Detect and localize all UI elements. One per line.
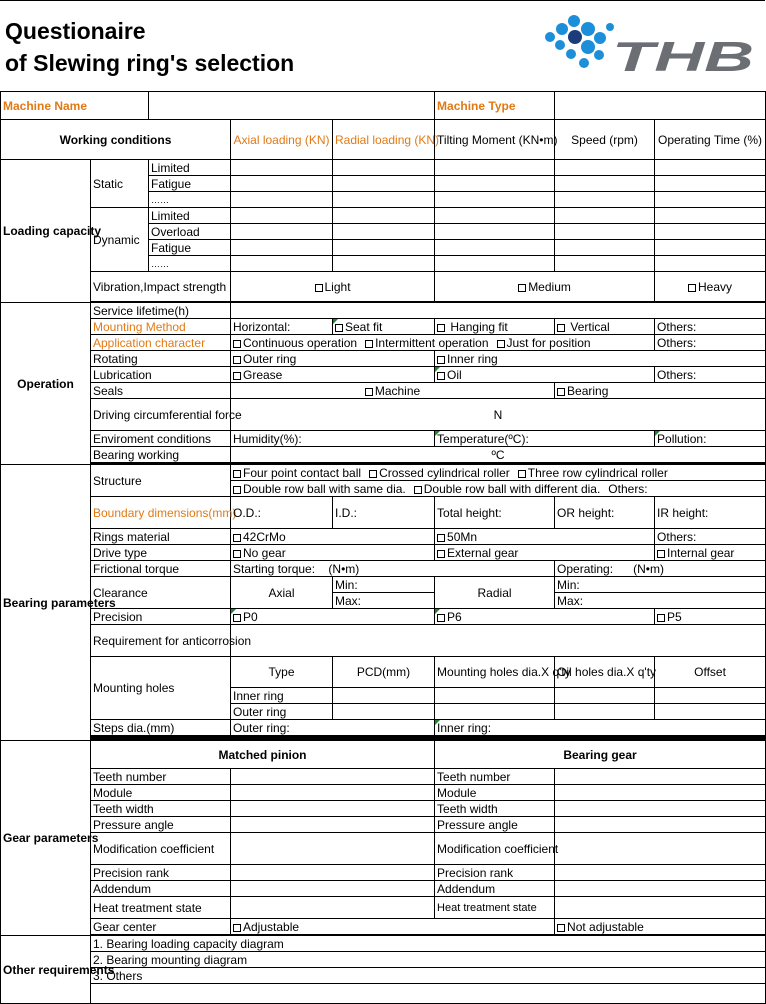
option-label: Intermittent operation	[375, 335, 489, 350]
option-label: Light	[324, 279, 351, 294]
logo-dot	[555, 40, 565, 50]
cell[interactable]	[655, 704, 766, 720]
option-label: Vertical	[570, 319, 610, 334]
checkbox[interactable]	[414, 486, 422, 494]
checkbox[interactable]	[657, 550, 665, 558]
cell[interactable]	[333, 160, 435, 176]
col-axial-loading: Axial loading (KN)	[231, 120, 333, 160]
cell[interactable]	[231, 785, 435, 801]
cell[interactable]	[655, 208, 766, 224]
option-p5[interactable]	[655, 609, 766, 625]
checkbox[interactable]	[657, 614, 665, 622]
cell[interactable]	[231, 160, 333, 176]
pollution-field[interactable]: Pollution:	[655, 431, 766, 447]
cell[interactable]	[231, 224, 333, 240]
option-label: Three row cylindrical roller	[527, 465, 668, 480]
cell[interactable]	[435, 160, 555, 176]
option-machine[interactable]	[231, 383, 555, 399]
option-label: Double row ball with same dia.	[243, 481, 406, 496]
gear-pressure-angle: Pressure angle	[435, 817, 555, 833]
checkbox[interactable]	[437, 534, 445, 542]
cell[interactable]	[435, 688, 555, 704]
option-label: Oil	[447, 367, 462, 382]
pinion-heat-treatment: Heat treatment state	[91, 897, 231, 919]
option-bearing[interactable]	[555, 383, 766, 399]
cell[interactable]	[231, 240, 333, 256]
option-label: Four point contact ball	[243, 465, 362, 480]
other-item-1[interactable]: 1. Bearing loading capacity diagram	[91, 936, 766, 952]
logo-dot	[594, 32, 606, 44]
checkbox[interactable]	[233, 534, 241, 542]
dynamic-fatigue: Fatigue	[149, 240, 231, 256]
logo-dot	[566, 49, 576, 59]
option-p0[interactable]	[231, 609, 435, 625]
cell[interactable]	[435, 192, 555, 208]
col-tilting-moment: Tilting Moment (KN•m)	[435, 120, 555, 160]
rings-material-label: Rings material	[91, 529, 231, 545]
option-label: Machine	[374, 383, 421, 398]
checkbox[interactable]	[233, 550, 241, 558]
cell[interactable]	[333, 688, 435, 704]
cell[interactable]	[333, 240, 435, 256]
od-field[interactable]: O.D.:	[231, 497, 333, 529]
seals-label: Seals	[91, 383, 231, 399]
option-label: 42CrMo	[243, 529, 286, 544]
col-oil-holes: Oil holes dia.X q'ty	[555, 657, 655, 688]
structure-options-1	[231, 465, 766, 481]
cell[interactable]	[555, 208, 655, 224]
steps-inner-field[interactable]: Inner ring:	[435, 720, 766, 736]
checkbox[interactable]	[518, 470, 526, 478]
anticorrosion-label: Requirement for anticorrosion	[91, 625, 231, 657]
total-height-field[interactable]: Total height:	[435, 497, 555, 529]
outer-ring-row: Outer ring	[231, 704, 333, 720]
lubrication-label: Lubrication	[91, 367, 231, 383]
working-conditions-label: Working conditions	[1, 120, 231, 160]
static-limited: Limited	[149, 160, 231, 176]
id-field[interactable]: I.D.:	[333, 497, 435, 529]
logo-dot	[568, 30, 582, 44]
cell[interactable]	[333, 256, 435, 272]
dynamic-label: Dynamic	[91, 208, 149, 272]
cell[interactable]	[555, 240, 655, 256]
title-line-1: Questionaire	[5, 18, 146, 44]
checkbox[interactable]	[497, 340, 505, 348]
option-intermittent[interactable]	[365, 336, 488, 350]
machine-name-field[interactable]	[149, 92, 435, 120]
gear-modification: Modification coefficient	[435, 833, 555, 865]
horizontal-label: Horizontal:	[231, 319, 333, 335]
thb-logo	[538, 9, 758, 79]
cell[interactable]	[231, 801, 435, 817]
cell[interactable]	[555, 769, 766, 785]
pinion-modification: Modification coefficient	[91, 833, 231, 865]
boundary-label: Boundary dimensions(mm)	[91, 497, 231, 529]
machine-name-label: Machine Name	[1, 92, 149, 120]
cell[interactable]	[435, 224, 555, 240]
starting-torque-field[interactable]	[231, 561, 555, 577]
checkbox[interactable]	[518, 284, 526, 292]
static-label: Static	[91, 160, 149, 208]
lubrication-others[interactable]: Others:	[655, 367, 766, 383]
option-label: External gear	[447, 545, 519, 560]
cell[interactable]	[333, 176, 435, 192]
option-continuous[interactable]	[233, 336, 357, 350]
static-dots: ……	[149, 192, 231, 208]
option-vertical[interactable]	[555, 319, 655, 335]
cell[interactable]	[555, 256, 655, 272]
cell[interactable]	[333, 192, 435, 208]
mounting-holes-label: Mounting holes	[91, 657, 231, 720]
humidity-field[interactable]: Humidity(%):	[231, 431, 435, 447]
option-label: 50Mn	[447, 529, 478, 544]
clearance-label: Clearance	[91, 577, 231, 609]
cell[interactable]	[655, 224, 766, 240]
cell[interactable]	[435, 256, 555, 272]
gear-precision-rank: Precision rank	[435, 865, 555, 881]
pinion-addendum: Addendum	[91, 881, 231, 897]
option-label: Medium	[528, 279, 571, 294]
operation-label: Operation	[1, 303, 91, 465]
checkbox[interactable]	[233, 614, 241, 622]
logo-dot	[556, 23, 568, 35]
option-medium[interactable]	[435, 272, 655, 302]
gear-center-label: Gear center	[91, 919, 231, 935]
col-offset: Offset	[655, 657, 766, 688]
cell[interactable]	[655, 192, 766, 208]
checkbox[interactable]	[233, 924, 241, 932]
cell[interactable]	[231, 192, 333, 208]
gear-module: Module	[435, 785, 555, 801]
cell[interactable]	[435, 240, 555, 256]
checkbox[interactable]	[557, 924, 565, 932]
pinion-teeth-number: Teeth number	[91, 769, 231, 785]
mounting-method-label: Mounting Method	[91, 319, 231, 335]
page-title	[5, 15, 294, 79]
operating-label: Operating:	[557, 561, 614, 576]
cell[interactable]	[555, 176, 655, 192]
checkbox[interactable]	[315, 284, 323, 292]
option-label: Not adjustable	[567, 919, 644, 934]
cell[interactable]	[333, 208, 435, 224]
cell[interactable]	[555, 865, 766, 881]
checkbox[interactable]	[233, 356, 241, 364]
material-others[interactable]: Others:	[655, 529, 766, 545]
logo-dot	[545, 32, 555, 42]
logo-text: THB	[612, 33, 754, 80]
steps-label: Steps dia.(mm)	[91, 720, 231, 736]
checkbox[interactable]	[365, 340, 373, 348]
cell[interactable]	[555, 192, 655, 208]
axial-label: Axial	[231, 577, 333, 609]
radial-label: Radial	[435, 577, 555, 609]
cell[interactable]	[231, 208, 333, 224]
drive-type-label: Drive type	[91, 545, 231, 561]
gear-teeth-number: Teeth number	[435, 769, 555, 785]
checkbox[interactable]	[437, 324, 445, 332]
checkbox[interactable]	[233, 340, 241, 348]
radial-max-field[interactable]: Max:	[555, 593, 766, 609]
rotating-label: Rotating	[91, 351, 231, 367]
cell[interactable]	[231, 881, 435, 897]
gear-parameters-label: Gear parameters	[1, 741, 91, 936]
cell[interactable]	[231, 817, 435, 833]
bearing-working-label: Bearing working	[91, 447, 231, 463]
driving-force-label: Driving circumferential force	[91, 399, 231, 431]
option-42crmo[interactable]	[231, 529, 435, 545]
checkbox[interactable]	[437, 550, 445, 558]
structure-label: Structure	[91, 465, 231, 497]
pinion-teeth-width: Teeth width	[91, 801, 231, 817]
option-heavy[interactable]	[655, 272, 766, 302]
cell[interactable]	[435, 208, 555, 224]
application-others[interactable]: Others:	[655, 335, 766, 351]
cell[interactable]	[555, 704, 655, 720]
ir-height-field[interactable]: IR height:	[655, 497, 766, 529]
cell[interactable]	[555, 785, 766, 801]
logo-dot	[581, 40, 595, 54]
dynamic-overload: Overload	[149, 224, 231, 240]
option-double-diff[interactable]	[414, 482, 601, 496]
option-light[interactable]	[231, 272, 435, 302]
cell[interactable]	[655, 160, 766, 176]
cell[interactable]	[555, 801, 766, 817]
cell[interactable]	[231, 256, 333, 272]
cell[interactable]	[655, 688, 766, 704]
logo-dot	[568, 15, 580, 27]
checkbox[interactable]	[688, 284, 696, 292]
cell[interactable]	[655, 176, 766, 192]
cell[interactable]	[555, 881, 766, 897]
machine-type-label: Machine Type	[435, 92, 555, 120]
option-outer-ring[interactable]	[231, 351, 435, 367]
option-inner-ring[interactable]	[435, 351, 766, 367]
cell[interactable]	[333, 704, 435, 720]
option-no-gear[interactable]	[231, 545, 435, 561]
unit-label: (N•m)	[328, 561, 360, 576]
cell[interactable]	[231, 865, 435, 881]
frictional-torque-label: Frictional torque	[91, 561, 231, 577]
or-height-field[interactable]: OR height:	[555, 497, 655, 529]
vibration-label: Vibration,Impact strength	[91, 272, 231, 302]
option-label: Inner ring	[447, 351, 498, 366]
option-four-point[interactable]	[233, 466, 361, 480]
unit-label: (N•m)	[633, 561, 664, 576]
axial-min-field[interactable]: Min:	[333, 577, 435, 593]
precision-label: Precision	[91, 609, 231, 625]
driving-force-unit[interactable]: N	[231, 399, 766, 431]
gear-heat-treatment: Heat treatment state	[435, 897, 555, 919]
operating-torque-field[interactable]	[555, 561, 766, 577]
checkbox[interactable]	[557, 324, 565, 332]
option-label: P0	[243, 609, 258, 624]
pinion-pressure-angle: Pressure angle	[91, 817, 231, 833]
structure-options-2	[231, 481, 766, 497]
mounting-others[interactable]: Others:	[655, 319, 766, 335]
checkbox[interactable]	[233, 470, 241, 478]
option-label: Heavy	[698, 279, 733, 294]
cell[interactable]	[231, 897, 435, 919]
option-label: P5	[667, 609, 682, 624]
option-external-gear[interactable]	[435, 545, 655, 561]
option-label: Crossed cylindrical roller	[379, 465, 510, 480]
steps-outer-field[interactable]: Outer ring:	[231, 720, 435, 736]
pinion-precision-rank: Precision rank	[91, 865, 231, 881]
option-just-position[interactable]	[497, 336, 591, 350]
checkbox[interactable]	[557, 388, 565, 396]
other-item-3[interactable]: 3. Others	[91, 968, 766, 984]
bearing-gear-header: Bearing gear	[435, 741, 766, 769]
option-label: Bearing	[567, 383, 609, 398]
option-internal-gear[interactable]	[655, 545, 766, 561]
anticorrosion-field[interactable]	[231, 625, 766, 657]
checkbox[interactable]	[437, 356, 445, 364]
cell[interactable]	[655, 256, 766, 272]
option-double-same[interactable]	[233, 482, 406, 496]
other-item-2[interactable]: 2. Bearing mounting diagram	[91, 952, 766, 968]
cell[interactable]	[555, 833, 766, 865]
option-label: Adjustable	[243, 919, 300, 934]
environment-label: Enviroment conditions	[91, 431, 231, 447]
checkbox[interactable]	[369, 470, 377, 478]
option-label: Hanging fit	[450, 319, 508, 334]
logo-dot	[581, 22, 595, 36]
loading-capacity-label: Loading capacity	[1, 160, 91, 303]
service-lifetime-field[interactable]	[231, 303, 766, 319]
questionnaire-table	[0, 91, 766, 1004]
option-label: Internal gear	[667, 545, 735, 560]
logo-dot	[579, 58, 589, 68]
static-fatigue: Fatigue	[149, 176, 231, 192]
checkbox[interactable]	[335, 324, 343, 332]
checkbox[interactable]	[437, 372, 445, 380]
col-radial-loading: Radial loading (KN)	[333, 120, 435, 160]
logo-dot	[594, 50, 604, 60]
bearing-parameters-label: Bearing parameters	[1, 465, 91, 741]
cell[interactable]	[555, 688, 655, 704]
col-speed: Speed (rpm)	[555, 120, 655, 160]
option-50mn[interactable]	[435, 529, 655, 545]
temperature-field[interactable]: Temperature(ºC):	[435, 431, 655, 447]
option-label: Double row ball with different dia.	[423, 481, 601, 496]
radial-min-field[interactable]: Min:	[555, 577, 766, 593]
service-lifetime-label: Service lifetime(h)	[91, 303, 231, 319]
other-blank-row[interactable]	[91, 984, 766, 1004]
title-line-2: of Slewing ring's selection	[5, 50, 295, 76]
checkbox[interactable]	[365, 388, 373, 396]
option-label: Outer ring	[243, 351, 297, 366]
starting-torque-label: Starting torque:	[233, 561, 316, 576]
cell[interactable]	[555, 897, 766, 919]
option-grease[interactable]	[231, 367, 435, 383]
pinion-module: Module	[91, 785, 231, 801]
option-hanging-fit[interactable]	[435, 319, 555, 335]
option-p6[interactable]	[435, 609, 655, 625]
option-oil[interactable]	[435, 367, 655, 383]
cell[interactable]	[435, 704, 555, 720]
option-not-adjustable[interactable]	[555, 919, 766, 935]
header	[0, 0, 765, 90]
col-mounting-holes: Mounting holes dia.X q'ty	[435, 657, 555, 688]
inner-ring-row: Inner ring	[231, 688, 333, 704]
option-label: Just for position	[506, 335, 591, 350]
cell[interactable]	[333, 224, 435, 240]
cell[interactable]	[231, 176, 333, 192]
cell[interactable]	[655, 240, 766, 256]
application-label: Application character	[91, 335, 231, 351]
option-label: Grease	[243, 367, 283, 382]
cell[interactable]	[231, 833, 435, 865]
application-options	[231, 335, 655, 351]
option-label: Continuous operation	[243, 335, 358, 350]
option-three-row[interactable]	[518, 466, 668, 480]
cell[interactable]	[555, 224, 655, 240]
col-pcd: PCD(mm)	[333, 657, 435, 688]
gear-teeth-width: Teeth width	[435, 801, 555, 817]
checkbox[interactable]	[233, 372, 241, 380]
checkbox[interactable]	[437, 614, 445, 622]
gear-addendum: Addendum	[435, 881, 555, 897]
axial-max-field[interactable]: Max:	[333, 593, 435, 609]
structure-others[interactable]: Others:	[608, 481, 648, 496]
cell[interactable]	[435, 176, 555, 192]
cell[interactable]	[231, 769, 435, 785]
option-label: No gear	[243, 545, 286, 560]
option-label: P6	[447, 609, 462, 624]
option-crossed[interactable]	[369, 466, 510, 480]
col-operating-time: Operating Time (%)	[655, 120, 766, 160]
matched-pinion-header: Matched pinion	[91, 741, 435, 769]
cell[interactable]	[555, 160, 655, 176]
option-seat-fit[interactable]	[333, 319, 435, 335]
option-adjustable[interactable]	[231, 919, 555, 935]
dynamic-dots: ……	[149, 256, 231, 272]
other-requirements-label: Other requirements	[1, 936, 91, 1004]
cell[interactable]	[555, 817, 766, 833]
col-type: Type	[231, 657, 333, 688]
bearing-working-unit[interactable]: ºC	[231, 447, 766, 463]
checkbox[interactable]	[233, 486, 241, 494]
machine-type-field[interactable]	[555, 92, 766, 120]
option-label: Seat fit	[345, 319, 383, 334]
logo-dot	[606, 23, 614, 31]
dynamic-limited: Limited	[149, 208, 231, 224]
